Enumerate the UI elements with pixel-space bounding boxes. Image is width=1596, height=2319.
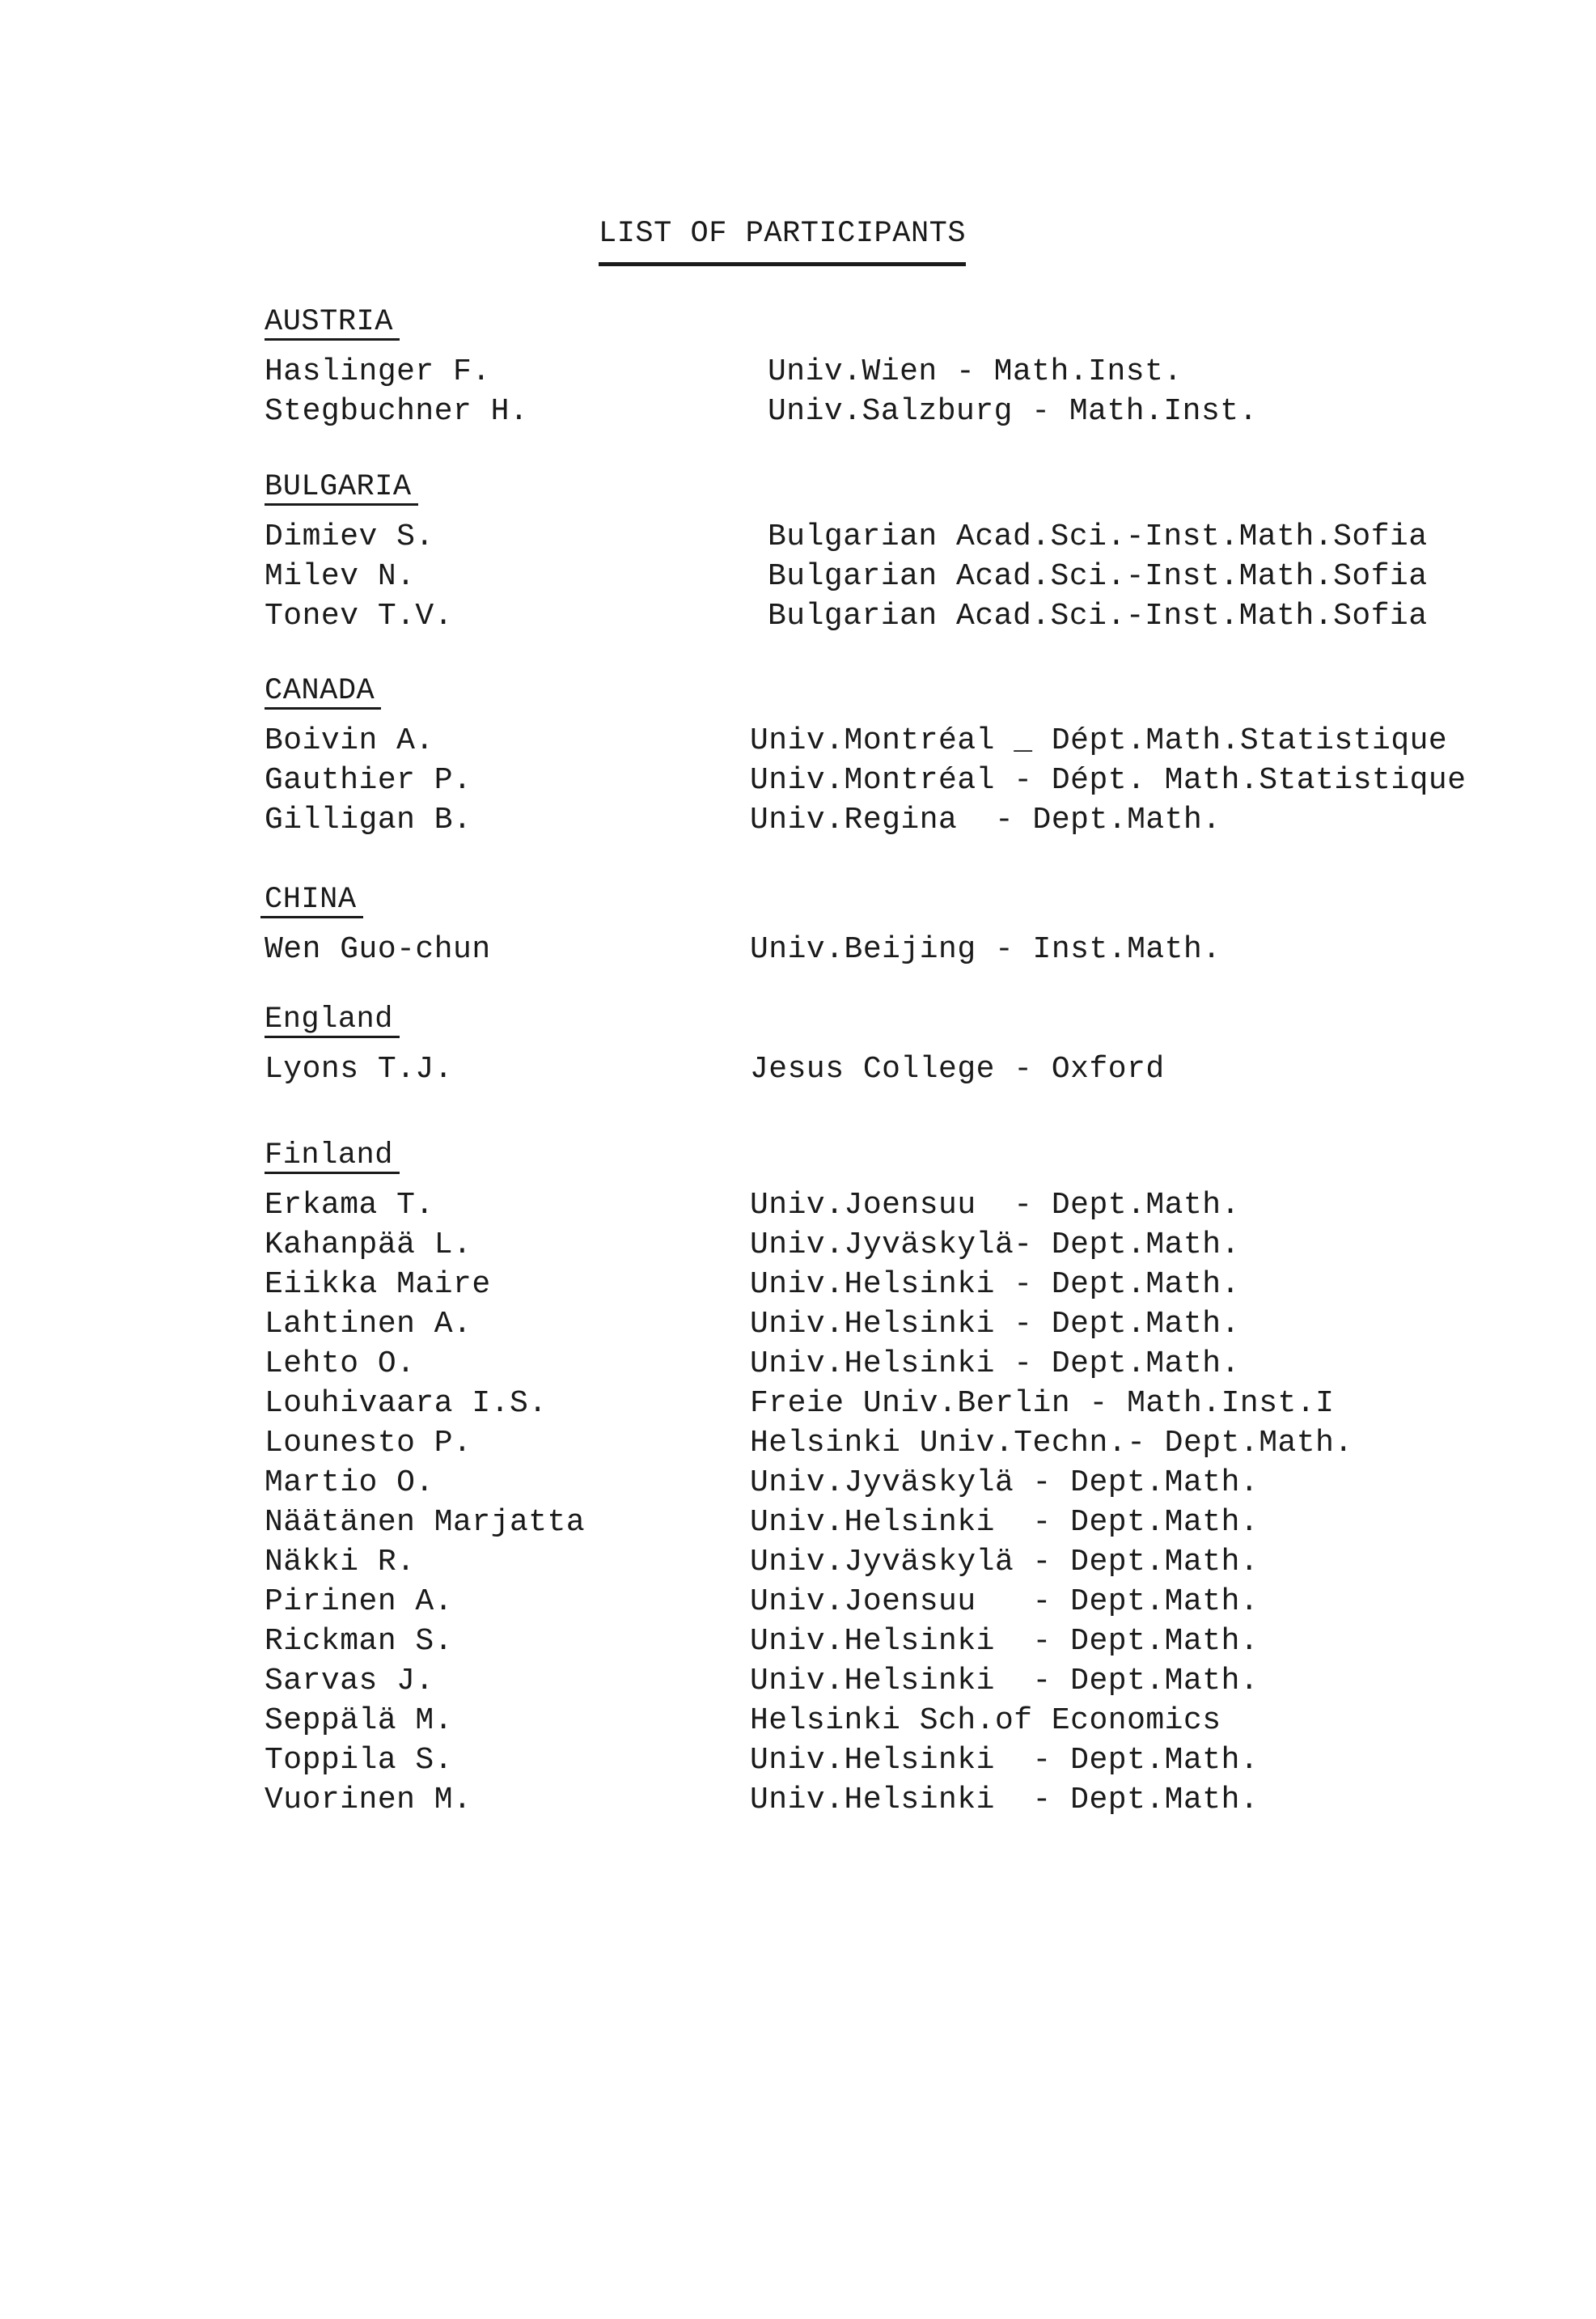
participant-row	[265, 1384, 1478, 1423]
country-section-canada	[265, 673, 1478, 840]
participant-row	[265, 1503, 1478, 1542]
participant-row	[265, 800, 1478, 840]
participant-row	[265, 1049, 1478, 1089]
participant-affiliation: Univ.Montréal _ Dépt.Math.Statistique	[750, 723, 1448, 758]
country-heading: AUSTRIA	[265, 306, 400, 341]
participant-affiliation: Univ.Helsinki - Dept.Math.	[750, 1307, 1240, 1342]
participant-affiliation: Univ.Wien - Math.Inst.	[768, 354, 1183, 389]
participant-name: Wen Guo-chun	[265, 932, 491, 967]
participant-affiliation: Univ.Jyväskylä - Dept.Math.	[750, 1465, 1259, 1500]
participant-name: Haslinger F.	[265, 354, 491, 389]
participant-affiliation: Univ.Helsinki - Dept.Math.	[750, 1783, 1259, 1817]
participant-row	[265, 1542, 1478, 1582]
participant-name: Gilligan B.	[265, 803, 472, 837]
participant-name: Lyons T.J.	[265, 1052, 454, 1087]
participant-row	[265, 596, 1478, 636]
participant-name: Stegbuchner H.	[265, 394, 529, 429]
participant-name: Erkama T.	[265, 1188, 434, 1223]
participant-affiliation: Univ.Montréal - Dépt. Math.Statistique	[750, 763, 1467, 798]
participant-affiliation: Jesus College - Oxford	[750, 1052, 1165, 1087]
participant-row	[265, 1304, 1478, 1344]
participant-affiliation: Univ.Beijing - Inst.Math.	[750, 932, 1221, 967]
participant-row	[265, 1185, 1478, 1225]
participant-row	[265, 1582, 1478, 1622]
participant-name: Kahanpää L.	[265, 1227, 472, 1262]
participant-affiliation: Univ.Joensuu - Dept.Math.	[750, 1584, 1259, 1619]
participant-name: Tonev T.V.	[265, 599, 454, 634]
country-section-austria	[265, 304, 1478, 431]
participant-affiliation: Univ.Helsinki - Dept.Math.	[750, 1624, 1259, 1659]
participant-row	[265, 1423, 1478, 1463]
participant-affiliation: Univ.Regina - Dept.Math.	[750, 803, 1221, 837]
country-heading: CHINA	[260, 884, 363, 918]
participant-name: Sarvas J.	[265, 1664, 434, 1698]
participant-row	[265, 1622, 1478, 1661]
participant-name: Lahtinen A.	[265, 1307, 472, 1342]
participant-affiliation: Bulgarian Acad.Sci.-Inst.Math.Sofia	[768, 519, 1428, 554]
country-heading: BULGARIA	[265, 471, 418, 506]
participant-affiliation: Univ.Salzburg - Math.Inst.	[768, 394, 1258, 429]
country-section-england	[265, 1002, 1478, 1089]
participant-row	[265, 721, 1478, 761]
participant-name: Pirinen A.	[265, 1584, 454, 1619]
country-heading: England	[265, 1003, 400, 1038]
participant-row	[265, 1740, 1478, 1780]
country-section-finland	[265, 1138, 1478, 1820]
participant-affiliation: Helsinki Sch.of Economics	[750, 1703, 1221, 1738]
participant-name: Milev N.	[265, 559, 416, 594]
participant-name: Eiikka Maire	[265, 1267, 491, 1302]
participant-affiliation: Bulgarian Acad.Sci.-Inst.Math.Sofia	[768, 559, 1428, 594]
participant-row	[265, 1265, 1478, 1304]
participant-row	[265, 1780, 1478, 1820]
country-heading: CANADA	[265, 675, 381, 710]
participant-row	[265, 1225, 1478, 1265]
country-heading: Finland	[265, 1139, 400, 1174]
participant-row	[265, 761, 1478, 800]
participant-affiliation: Bulgarian Acad.Sci.-Inst.Math.Sofia	[768, 599, 1428, 634]
participant-row	[265, 1463, 1478, 1503]
participant-affiliation: Helsinki Univ.Techn.- Dept.Math.	[750, 1426, 1353, 1461]
participant-affiliation: Univ.Jyväskylä- Dept.Math.	[750, 1227, 1240, 1262]
country-section-bulgaria	[265, 469, 1478, 636]
participant-name: Näätänen Marjatta	[265, 1505, 586, 1540]
participant-affiliation: Univ.Helsinki - Dept.Math.	[750, 1664, 1259, 1698]
participant-affiliation: Univ.Jyväskylä - Dept.Math.	[750, 1545, 1259, 1579]
participant-name: Rickman S.	[265, 1624, 454, 1659]
page-title: LIST OF PARTICIPANTS	[599, 217, 966, 266]
participant-name: Lounesto P.	[265, 1426, 472, 1461]
participant-name: Seppälä M.	[265, 1703, 454, 1738]
participant-row	[265, 1701, 1478, 1740]
participant-row	[265, 557, 1478, 596]
participant-row	[265, 352, 1478, 392]
participant-name: Gauthier P.	[265, 763, 472, 798]
participant-name: Vuorinen M.	[265, 1783, 472, 1817]
participant-affiliation: Univ.Helsinki - Dept.Math.	[750, 1267, 1240, 1302]
participant-row	[265, 1344, 1478, 1384]
participant-affiliation: Univ.Helsinki - Dept.Math.	[750, 1505, 1259, 1540]
participant-row	[265, 1661, 1478, 1701]
participant-name: Boivin A.	[265, 723, 434, 758]
participant-affiliation: Univ.Joensuu - Dept.Math.	[750, 1188, 1240, 1223]
participant-name: Louhivaara I.S.	[265, 1386, 548, 1421]
participant-name: Näkki R.	[265, 1545, 416, 1579]
participant-affiliation: Univ.Helsinki - Dept.Math.	[750, 1346, 1240, 1381]
participant-row	[265, 392, 1478, 431]
participant-name: Toppila S.	[265, 1743, 454, 1778]
participant-row	[265, 930, 1478, 969]
participant-row	[265, 517, 1478, 557]
participant-name: Lehto O.	[265, 1346, 416, 1381]
participant-affiliation: Univ.Helsinki - Dept.Math.	[750, 1743, 1259, 1778]
country-section-china	[265, 882, 1478, 969]
participant-name: Martio O.	[265, 1465, 434, 1500]
participant-name: Dimiev S.	[265, 519, 434, 554]
participant-affiliation: Freie Univ.Berlin - Math.Inst.I	[750, 1386, 1335, 1421]
